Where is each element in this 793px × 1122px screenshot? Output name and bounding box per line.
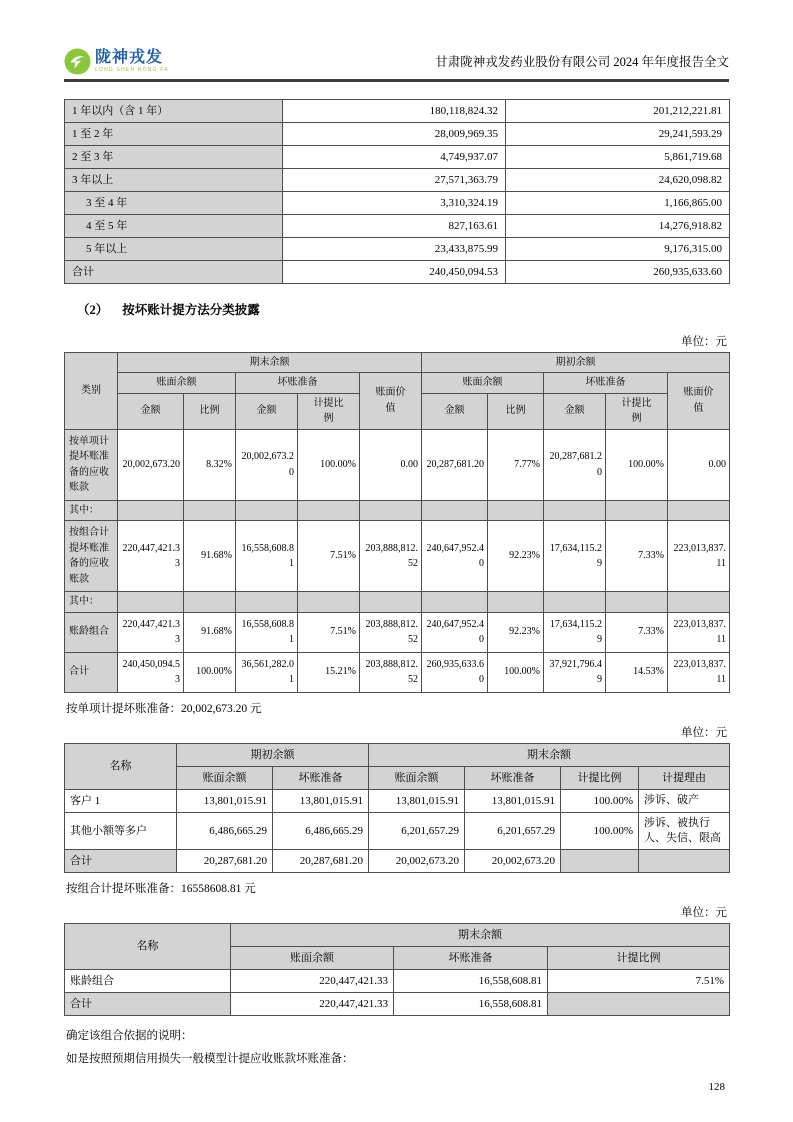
cell: 7.33% <box>606 612 668 652</box>
aging-beginning-total: 260,935,633.60 <box>506 260 730 283</box>
cell: 240,647,952.40 <box>422 521 488 592</box>
cell <box>488 500 544 521</box>
table-row <box>65 500 730 521</box>
cell: 20,287,681.20 <box>177 849 273 872</box>
column-header-provision-ratio: 计提比例 <box>548 946 730 969</box>
aging-ending-total: 240,450,094.53 <box>283 260 506 283</box>
header-divider <box>64 79 729 82</box>
aging-beginning-value: 24,620,098.82 <box>506 168 730 191</box>
cell <box>544 500 606 521</box>
cell: 100.00% <box>488 652 544 692</box>
cell: 91.68% <box>184 521 236 592</box>
aging-ending-value: 27,571,363.79 <box>283 168 506 191</box>
header-row <box>65 743 730 766</box>
cell <box>360 500 422 521</box>
table-row <box>65 652 730 692</box>
individual-provision-note: 按单项计提坏账准备：20,002,673.20 元 <box>66 702 262 715</box>
row-label: 客户 1 <box>65 789 177 812</box>
document-title: 甘肃陇神戎发药业股份有限公司 2024 年年度报告全文 <box>435 55 729 69</box>
row-label: 账龄组合 <box>65 969 231 992</box>
table-row <box>65 168 730 191</box>
cell: 涉诉、破产 <box>639 789 730 812</box>
cell <box>118 500 184 521</box>
aging-table <box>64 99 730 284</box>
cell: 6,201,657.29 <box>465 812 561 849</box>
row-label: 其中： <box>65 592 118 613</box>
column-header-amount: 金额 <box>118 393 184 429</box>
cell: 8.32% <box>184 429 236 500</box>
row-label-total: 合计 <box>65 849 177 872</box>
aging-beginning-value: 29,241,593.29 <box>506 122 730 145</box>
table-row <box>65 789 730 812</box>
cell: 92.23% <box>488 521 544 592</box>
column-header-bad-debt: 坏账准备 <box>544 373 668 394</box>
cell <box>298 592 360 613</box>
cell: 16,558,608.81 <box>394 992 548 1015</box>
column-header-ending-balance: 期末余额 <box>231 923 730 946</box>
table-row <box>65 122 730 145</box>
cell: 17,634,115.29 <box>544 612 606 652</box>
cell <box>184 592 236 613</box>
column-header-book-balance: 账面余额 <box>369 766 465 789</box>
cell: 15.21% <box>298 652 360 692</box>
aging-ending-value: 4,749,937.07 <box>283 145 506 168</box>
aging-ending-value: 827,163.61 <box>283 214 506 237</box>
bad-debt-method-table <box>64 352 730 693</box>
cell: 36,561,282.01 <box>236 652 298 692</box>
cell <box>360 592 422 613</box>
column-header-book-balance: 账面余额 <box>231 946 394 969</box>
cell <box>236 500 298 521</box>
portfolio-basis-note: 确定该组合依据的说明： <box>66 1029 193 1042</box>
column-header-beginning-balance: 期初余额 <box>177 743 369 766</box>
cell: 6,486,665.29 <box>177 812 273 849</box>
aging-beginning-value: 9,176,315.00 <box>506 237 730 260</box>
brand-name-en: LONG SHEN RONG FA <box>95 66 169 73</box>
brand-text <box>95 50 169 73</box>
ecl-model-note: 如是按照预期信用损失一般模型计提应收账款坏账准备： <box>66 1052 354 1065</box>
cell: 14.53% <box>606 652 668 692</box>
cell: 20,287,681.20 <box>544 429 606 500</box>
unit-label: 单位：元 <box>681 906 727 919</box>
aging-beginning-value: 201,212,221.81 <box>506 99 730 122</box>
cell: 涉诉、被执行人、失信、限高 <box>639 812 730 849</box>
cell: 7.51% <box>298 612 360 652</box>
table-row <box>65 992 730 1015</box>
cell <box>668 592 730 613</box>
cell: 260,935,633.60 <box>422 652 488 692</box>
table-row <box>65 612 730 652</box>
row-label-total: 合计 <box>65 992 231 1015</box>
section-heading <box>77 300 729 318</box>
cell: 20,287,681.20 <box>422 429 488 500</box>
cell: 220,447,421.33 <box>118 612 184 652</box>
column-header-amount: 金额 <box>422 393 488 429</box>
portfolio-provision-note: 按组合计提坏账准备：16558608.81 元 <box>66 882 256 895</box>
table-row <box>65 812 730 849</box>
table-row <box>65 191 730 214</box>
cell <box>668 500 730 521</box>
column-header-beginning-balance: 期初余额 <box>422 352 730 373</box>
table-row <box>65 99 730 122</box>
cell: 7.33% <box>606 521 668 592</box>
column-header-book-value: 账面价值 <box>360 373 422 430</box>
cell: 7.77% <box>488 429 544 500</box>
cell: 100.00% <box>561 812 639 849</box>
column-header-bad-debt: 坏账准备 <box>273 766 369 789</box>
cell <box>548 992 730 1015</box>
cell <box>422 592 488 613</box>
cell <box>488 592 544 613</box>
cell: 20,002,673.20 <box>236 429 298 500</box>
cell: 13,801,015.91 <box>465 789 561 812</box>
cell: 100.00% <box>606 429 668 500</box>
column-header-provision-ratio: 计提比例 <box>561 766 639 789</box>
cell: 91.68% <box>184 612 236 652</box>
aging-label: 3 至 4 年 <box>65 191 283 214</box>
column-header-category: 类别 <box>65 352 118 429</box>
aging-label: 1 至 2 年 <box>65 122 283 145</box>
unit-label: 单位：元 <box>681 726 727 739</box>
cell: 223,013,837.11 <box>668 521 730 592</box>
aging-total-label: 合计 <box>65 260 283 283</box>
aging-ending-value: 180,118,824.32 <box>283 99 506 122</box>
table-row <box>65 214 730 237</box>
column-header-ratio: 比例 <box>488 393 544 429</box>
column-header-name: 名称 <box>65 923 231 969</box>
aging-ending-value: 28,009,969.35 <box>283 122 506 145</box>
table-row <box>65 521 730 592</box>
aging-label: 2 至 3 年 <box>65 145 283 168</box>
row-label-total: 合计 <box>65 652 118 692</box>
row-label: 按组合计提坏账准备的应收账款 <box>65 521 118 592</box>
cell: 13,801,015.91 <box>177 789 273 812</box>
cell: 220,447,421.33 <box>118 521 184 592</box>
company-logo <box>64 48 169 75</box>
cell <box>606 500 668 521</box>
cell: 13,801,015.91 <box>273 789 369 812</box>
row-label: 按单项计提坏账准备的应收账款 <box>65 429 118 500</box>
cell: 20,002,673.20 <box>465 849 561 872</box>
cell: 20,287,681.20 <box>273 849 369 872</box>
brand-name-cn: 陇神戎发 <box>95 48 164 66</box>
cell: 17,634,115.29 <box>544 521 606 592</box>
aging-label: 5 年以上 <box>65 237 283 260</box>
cell: 7.51% <box>548 969 730 992</box>
aging-beginning-value: 1,166,865.00 <box>506 191 730 214</box>
table-row <box>65 849 730 872</box>
table-row <box>65 260 730 283</box>
cell <box>298 500 360 521</box>
aging-ending-value: 23,433,875.99 <box>283 237 506 260</box>
section-title: 按坏账计提方法分类披露 <box>122 302 260 317</box>
column-header-book-balance: 账面余额 <box>118 373 236 394</box>
aging-ending-value: 3,310,324.19 <box>283 191 506 214</box>
cell: 220,447,421.33 <box>231 969 394 992</box>
cell: 20,002,673.20 <box>369 849 465 872</box>
cell <box>118 592 184 613</box>
column-header-amount: 金额 <box>544 393 606 429</box>
column-header-ending-balance: 期末余额 <box>369 743 730 766</box>
column-header-book-value: 账面价值 <box>668 373 730 430</box>
table-row <box>65 145 730 168</box>
cell: 37,921,796.49 <box>544 652 606 692</box>
row-label: 其中： <box>65 500 118 521</box>
header-row <box>65 923 730 946</box>
cell <box>184 500 236 521</box>
aging-label: 3 年以上 <box>65 168 283 191</box>
column-header-ratio: 比例 <box>184 393 236 429</box>
cell: 100.00% <box>184 652 236 692</box>
cell: 7.51% <box>298 521 360 592</box>
portfolio-provision-table <box>64 923 730 1016</box>
individual-provision-table <box>64 743 730 873</box>
column-header-amount: 金额 <box>236 393 298 429</box>
table-row <box>65 969 730 992</box>
page-header <box>64 46 729 76</box>
cell: 220,447,421.33 <box>231 992 394 1015</box>
cell: 16,558,608.81 <box>394 969 548 992</box>
table-row <box>65 592 730 613</box>
cell: 20,002,673.20 <box>118 429 184 500</box>
cell: 203,888,812.52 <box>360 521 422 592</box>
cell <box>606 592 668 613</box>
cell: 203,888,812.52 <box>360 612 422 652</box>
cell: 16,558,608.81 <box>236 612 298 652</box>
table-row <box>65 237 730 260</box>
unit-label: 单位：元 <box>681 335 727 348</box>
row-label: 账龄组合 <box>65 612 118 652</box>
cell: 100.00% <box>298 429 360 500</box>
logo-icon <box>64 48 91 75</box>
section-number: （2） <box>77 302 109 317</box>
cell: 203,888,812.52 <box>360 652 422 692</box>
column-header-book-balance: 账面余额 <box>177 766 273 789</box>
cell: 0.00 <box>668 429 730 500</box>
column-header-provision-ratio: 计提比例 <box>606 393 668 429</box>
cell: 6,201,657.29 <box>369 812 465 849</box>
cell: 16,558,608.81 <box>236 521 298 592</box>
cell: 92.23% <box>488 612 544 652</box>
aging-beginning-value: 14,276,918.82 <box>506 214 730 237</box>
column-header-bad-debt: 坏账准备 <box>465 766 561 789</box>
cell: 223,013,837.11 <box>668 612 730 652</box>
cell <box>236 592 298 613</box>
aging-beginning-value: 5,861,719.68 <box>506 145 730 168</box>
column-header-book-balance: 账面余额 <box>422 373 544 394</box>
column-header-ending-balance: 期末余额 <box>118 352 422 373</box>
cell: 240,647,952.40 <box>422 612 488 652</box>
cell: 6,486,665.29 <box>273 812 369 849</box>
column-header-provision-reason: 计提理由 <box>639 766 730 789</box>
aging-label: 1 年以内（含 1 年） <box>65 99 283 122</box>
row-label: 其他小额等多户 <box>65 812 177 849</box>
cell: 13,801,015.91 <box>369 789 465 812</box>
page-number: 128 <box>708 1080 725 1093</box>
header-row <box>65 352 730 373</box>
column-header-name: 名称 <box>65 743 177 789</box>
aging-label: 4 至 5 年 <box>65 214 283 237</box>
column-header-bad-debt: 坏账准备 <box>394 946 548 969</box>
cell <box>544 592 606 613</box>
cell: 223,013,837.11 <box>668 652 730 692</box>
cell: 100.00% <box>561 789 639 812</box>
cell <box>422 500 488 521</box>
cell: 0.00 <box>360 429 422 500</box>
cell <box>639 849 730 872</box>
column-header-provision-ratio: 计提比例 <box>298 393 360 429</box>
column-header-bad-debt: 坏账准备 <box>236 373 360 394</box>
table-row <box>65 429 730 500</box>
header-row <box>65 373 730 394</box>
cell <box>561 849 639 872</box>
cell: 240,450,094.53 <box>118 652 184 692</box>
